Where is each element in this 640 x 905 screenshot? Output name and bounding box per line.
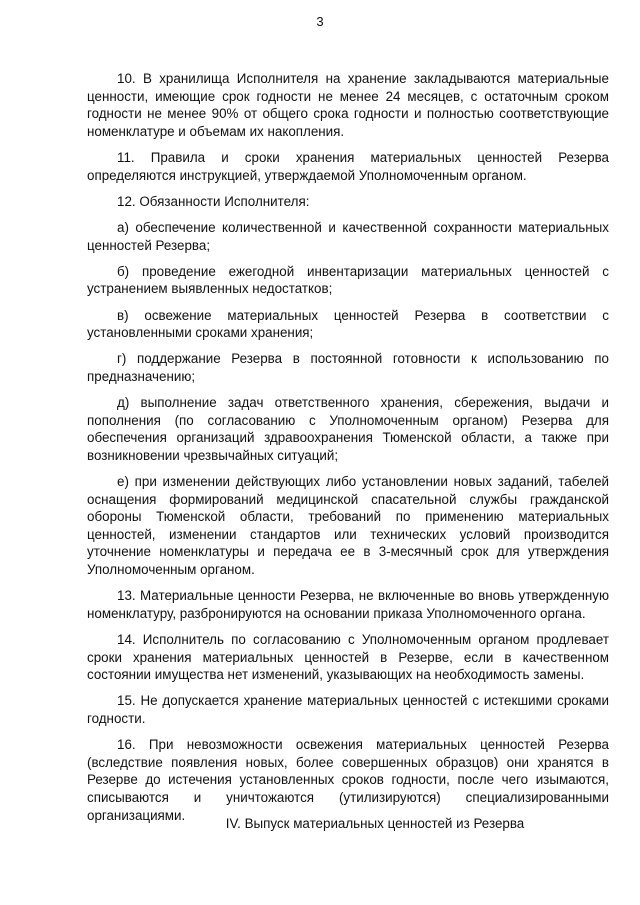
- paragraph-text: 11. Правила и сроки хранения материальных ценностей Резерва определяются инструкцией, утверждаемой Уполномоченным органом.: [87, 149, 609, 183]
- paragraph-12: [87, 193, 609, 211]
- paragraph-text: а) обеспечение количественной и качественной сохранности материальных ценностей Резерва;: [87, 219, 609, 253]
- paragraph-16: [87, 736, 609, 824]
- paragraph-text: д) выполнение задач ответственного хранения, сбережения, выдачи и пополнения (по согласованию с Уполномоченным органом) Резерва для обеспечения организаций здравоохранения Тюменской области, а также при возникновении чрезвычайных ситуаций;: [87, 395, 609, 463]
- paragraph-11: [87, 149, 609, 184]
- document-body: [87, 70, 609, 833]
- paragraph-13: [87, 587, 609, 622]
- paragraph-text: е) при изменении действующих либо установлении новых заданий, табелей оснащения формирований медицинской спасательной службы гражданской обороны Тюменской области, требований по применению материальных ценностей, изменении стандартов или технических условий производится уточнение номенклатуры и передача ее в 3-месячный срок для утверждения Уполномоченным органом.: [87, 474, 609, 577]
- list-item-b: [87, 263, 609, 298]
- list-item-v: [87, 307, 609, 342]
- paragraph-15: [87, 692, 609, 727]
- paragraph-text: б) проведение ежегодной инвентаризации материальных ценностей с устранением выявленных недостатков;: [87, 263, 609, 297]
- paragraph-14: [87, 631, 609, 684]
- page-number: 3: [316, 14, 324, 29]
- paragraph-text: 15. Не допускается хранение материальных ценностей с истекшими сроками годности.: [87, 693, 609, 726]
- paragraph-text: 16. При невозможности освежения материальных ценностей Резерва (вследствие появления новых, более совершенных образцов) они хранятся в Резерве до истечения установленных сроков годности, после чего изымаются, списываются и уничтожаются (утилизируются) специализированными организациями.: [87, 737, 609, 823]
- paragraph-10: [87, 70, 609, 140]
- list-item-a: [87, 219, 609, 254]
- section-heading: IV. Выпуск материальных ценностей из Резерва: [225, 816, 525, 831]
- list-item-g: [87, 350, 609, 385]
- paragraph-text: 14. Исполнитель по согласованию с Уполномоченным органом продлевает сроки хранения материальных ценностей в Резерве, если в качественном состоянии имущества нет изменений, указывающих на необходимость замены.: [87, 631, 609, 683]
- paragraph-text: 13. Материальные ценности Резерва, не включенные во вновь утвержденную номенклатуру, разбронируются на основании приказа Уполномоченного органа.: [87, 588, 609, 621]
- paragraph-text: 12. Обязанности Исполнителя:: [117, 193, 310, 209]
- list-item-e: [87, 473, 609, 579]
- list-item-d: [87, 394, 609, 464]
- paragraph-text: в) освежение материальных ценностей Резерва в соответствии с установленными сроками хранения;: [87, 307, 609, 341]
- paragraph-text: 10. В хранилища Исполнителя на хранение закладываются материальные ценности, имеющие срок годности не менее 24 месяцев, с остаточным сроком годности не менее 90% от общего срока годности и полностью соответствующие номенклатуре и объемам их накопления.: [87, 71, 609, 139]
- paragraph-text: г) поддержание Резерва в постоянной готовности к использованию по предназначению;: [87, 351, 609, 384]
